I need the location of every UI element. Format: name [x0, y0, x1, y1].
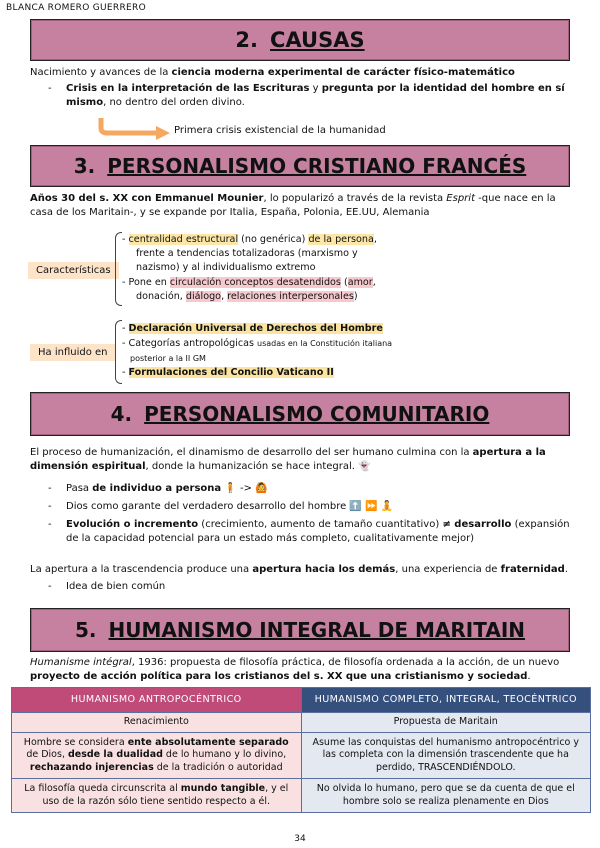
bold-text: mundo tangible	[180, 783, 266, 794]
text: de lo humano y lo divino,	[162, 749, 287, 760]
highlight: centralidad estructural	[128, 234, 239, 245]
text: (crecimiento, aumento de tamaño cuantitativo)	[198, 519, 443, 530]
table-cell: Asume las conquistas del humanismo antropocéntrico y las completa con la dimensión trascendente que ha perdido, TRASCENDIÉNDOLO.	[301, 732, 591, 779]
highlight: Formulaciones del Concilio Vaticano II	[128, 367, 334, 378]
bold-text: de individuo a persona	[92, 483, 222, 494]
bold-text: desde la dualidad	[67, 749, 163, 760]
text: (	[340, 277, 348, 288]
text: ,	[221, 291, 228, 302]
list-item-cont: nazismo) y al individualismo extremo	[136, 262, 316, 273]
highlight: amor	[347, 277, 373, 288]
characteristics-tag: Características	[28, 262, 119, 279]
section-title: PERSONALISMO CRISTIANO FRANCÉS	[107, 154, 527, 178]
bold-text: pregunta por la identidad del hombre en sí mismo	[66, 83, 565, 108]
bold-text: ciencia moderna experimental de carácter físico-matemático	[171, 67, 515, 78]
text: 🧍 -> 🙆	[221, 483, 268, 494]
text: de Dios,	[26, 749, 68, 760]
text: .	[564, 564, 568, 575]
paragraph	[30, 66, 575, 80]
section-number: 3.	[73, 154, 96, 178]
list-item: - Evolución o incremento (crecimiento, aumento de tamaño cuantitativo) ≠ desarrollo (expansión de la capacidad potencial para un estado más completo, cualitativamente mejor)	[48, 519, 570, 544]
bold-text: Evolución o incremento	[66, 519, 199, 530]
table-cell: Renacimiento	[12, 713, 302, 733]
section-title: CAUSAS	[270, 28, 365, 52]
text: .	[527, 671, 531, 682]
text: - Pone en	[122, 277, 170, 288]
arrow-caption: Primera crisis existencial de la humanidad	[174, 125, 386, 136]
highlight: de la persona	[308, 234, 374, 245]
bold-text: proyecto de acción política para los cristianos del s. XX que una cristianismo y sociedad	[30, 671, 528, 682]
table-cell: Propuesta de Maritain	[301, 713, 591, 733]
text: Nacimiento y avances de la	[30, 67, 172, 78]
section-number: 5.	[74, 618, 97, 642]
text: de la tradición o autoridad	[153, 761, 283, 773]
list-item: - Formulaciones del Concilio Vaticano II	[122, 367, 334, 378]
text: ,	[372, 277, 376, 288]
text: donación,	[136, 291, 186, 302]
list-item: - Crisis en la interpretación de las Escrituras y pregunta por la identidad del hombre en sí mismo, no dentro del orden divino.	[48, 83, 565, 108]
table-row	[12, 779, 591, 813]
text: -que nace en la casa de los Maritain-, y se expande por Italia, España, Polonia, EE.UU, Alemania	[30, 193, 556, 218]
text: (expansión de la capacidad potencial para un estado más completo, cualitativamente mejor)	[66, 519, 570, 544]
text: Idea de bien común	[66, 581, 166, 592]
text: La apertura a la trascendencia produce una	[30, 564, 253, 575]
list-item-cont: posterior a la II GM	[130, 354, 206, 363]
bold-text: apertura a la dimensión espiritual	[30, 447, 546, 472]
brace	[115, 232, 122, 306]
page-number: 34	[294, 834, 306, 844]
comparison-table	[11, 687, 591, 813]
list-item	[122, 276, 552, 289]
text: -	[122, 234, 126, 245]
section-title: PERSONALISMO COMUNITARIO	[144, 402, 490, 426]
paragraph	[30, 192, 575, 220]
right-arrow-icon	[98, 118, 173, 140]
table-cell	[12, 779, 302, 813]
bold-text: ≠ desarrollo	[442, 519, 512, 530]
text: y	[309, 83, 322, 94]
section-title: HUMANISMO INTEGRAL DE MARITAIN	[108, 618, 525, 642]
table-header: HUMANISMO ANTROPOCÉNTRICO	[12, 688, 302, 713]
table-row	[12, 713, 591, 733]
influence-tag: Ha influido en	[30, 344, 116, 361]
paragraph	[30, 563, 575, 577]
text: ,	[373, 234, 377, 245]
text: , 1936: propuesta de filosofía práctica, de filosofía ordenada a la acción, de un nuevo	[131, 657, 560, 668]
text: )	[353, 291, 358, 302]
text: La filosofía queda circunscrita al	[24, 783, 181, 794]
text: , una experiencia de	[395, 564, 501, 575]
section-2-banner	[30, 19, 570, 61]
bold-text: fraternidad	[500, 564, 565, 575]
highlight: relaciones interpersonales	[227, 291, 354, 302]
text: , lo popularizó a través de la revista	[263, 193, 447, 204]
text: Dios como garante del verdadero desarrollo del hombre ⬆️ ⏩ 🧘	[66, 501, 394, 512]
brace	[115, 320, 122, 384]
table-header-row	[12, 688, 591, 713]
text: El proceso de humanización, el dinamismo de desarrollo del ser humano culmina con la	[30, 447, 473, 458]
text: Pasa	[66, 483, 93, 494]
text: (no genérica)	[238, 234, 309, 245]
bold-text: apertura hacia los demás	[252, 564, 396, 575]
table-cell: No olvida lo humano, pero que se da cuenta de que el hombre solo se realiza plenamente en Dios	[301, 779, 591, 813]
text: , donde la humanización se hace integral. 👻	[145, 461, 371, 472]
section-4-banner	[30, 392, 570, 436]
list-item-cont	[136, 290, 566, 303]
author-name: BLANCA ROMERO GUERRERO	[6, 3, 146, 13]
italic-text: Esprit	[446, 193, 475, 204]
paragraph	[30, 656, 575, 684]
bold-text: ente absolutamente separado	[127, 736, 289, 748]
italic-text: Humanisme intégral	[30, 657, 132, 668]
section-3-banner	[30, 145, 570, 187]
text: Hombre se considera	[23, 736, 128, 748]
table-header: HUMANISMO COMPLETO, INTEGRAL, TEOCÉNTRICO	[301, 688, 591, 713]
bold-text: Años 30 del s. XX con Emmanuel Mounier	[30, 193, 264, 204]
highlight: diálogo	[185, 291, 222, 302]
text: , y el uso de la razón sólo tiene sentido respecto a él.	[42, 783, 289, 807]
section-number: 4.	[110, 402, 133, 426]
text: Categorías antropológicas	[128, 338, 258, 349]
section-5-banner	[30, 608, 570, 652]
highlight: circulación conceptos desatendidos	[169, 277, 341, 288]
table-cell	[12, 732, 302, 779]
paragraph	[30, 446, 575, 474]
bold-text: rechazando injerencias	[29, 761, 154, 773]
list-item: - Declaración Universal de Derechos del Hombre	[122, 323, 383, 334]
list-item-cont: frente a tendencias totalizadoras (marxismo y	[136, 248, 358, 259]
section-number: 2.	[235, 28, 258, 52]
list-item	[122, 233, 552, 246]
small-text: usadas en la Constitución italiana	[257, 339, 393, 348]
table-row	[12, 732, 591, 779]
bold-text: Crisis en la interpretación de las Escrituras	[66, 83, 310, 94]
text: , no dentro del orden divino.	[103, 97, 245, 108]
list-item: - Categorías antropológicas usadas en la Constitución italiana	[122, 338, 393, 349]
highlight: Declaración Universal de Derechos del Hombre	[128, 323, 383, 334]
